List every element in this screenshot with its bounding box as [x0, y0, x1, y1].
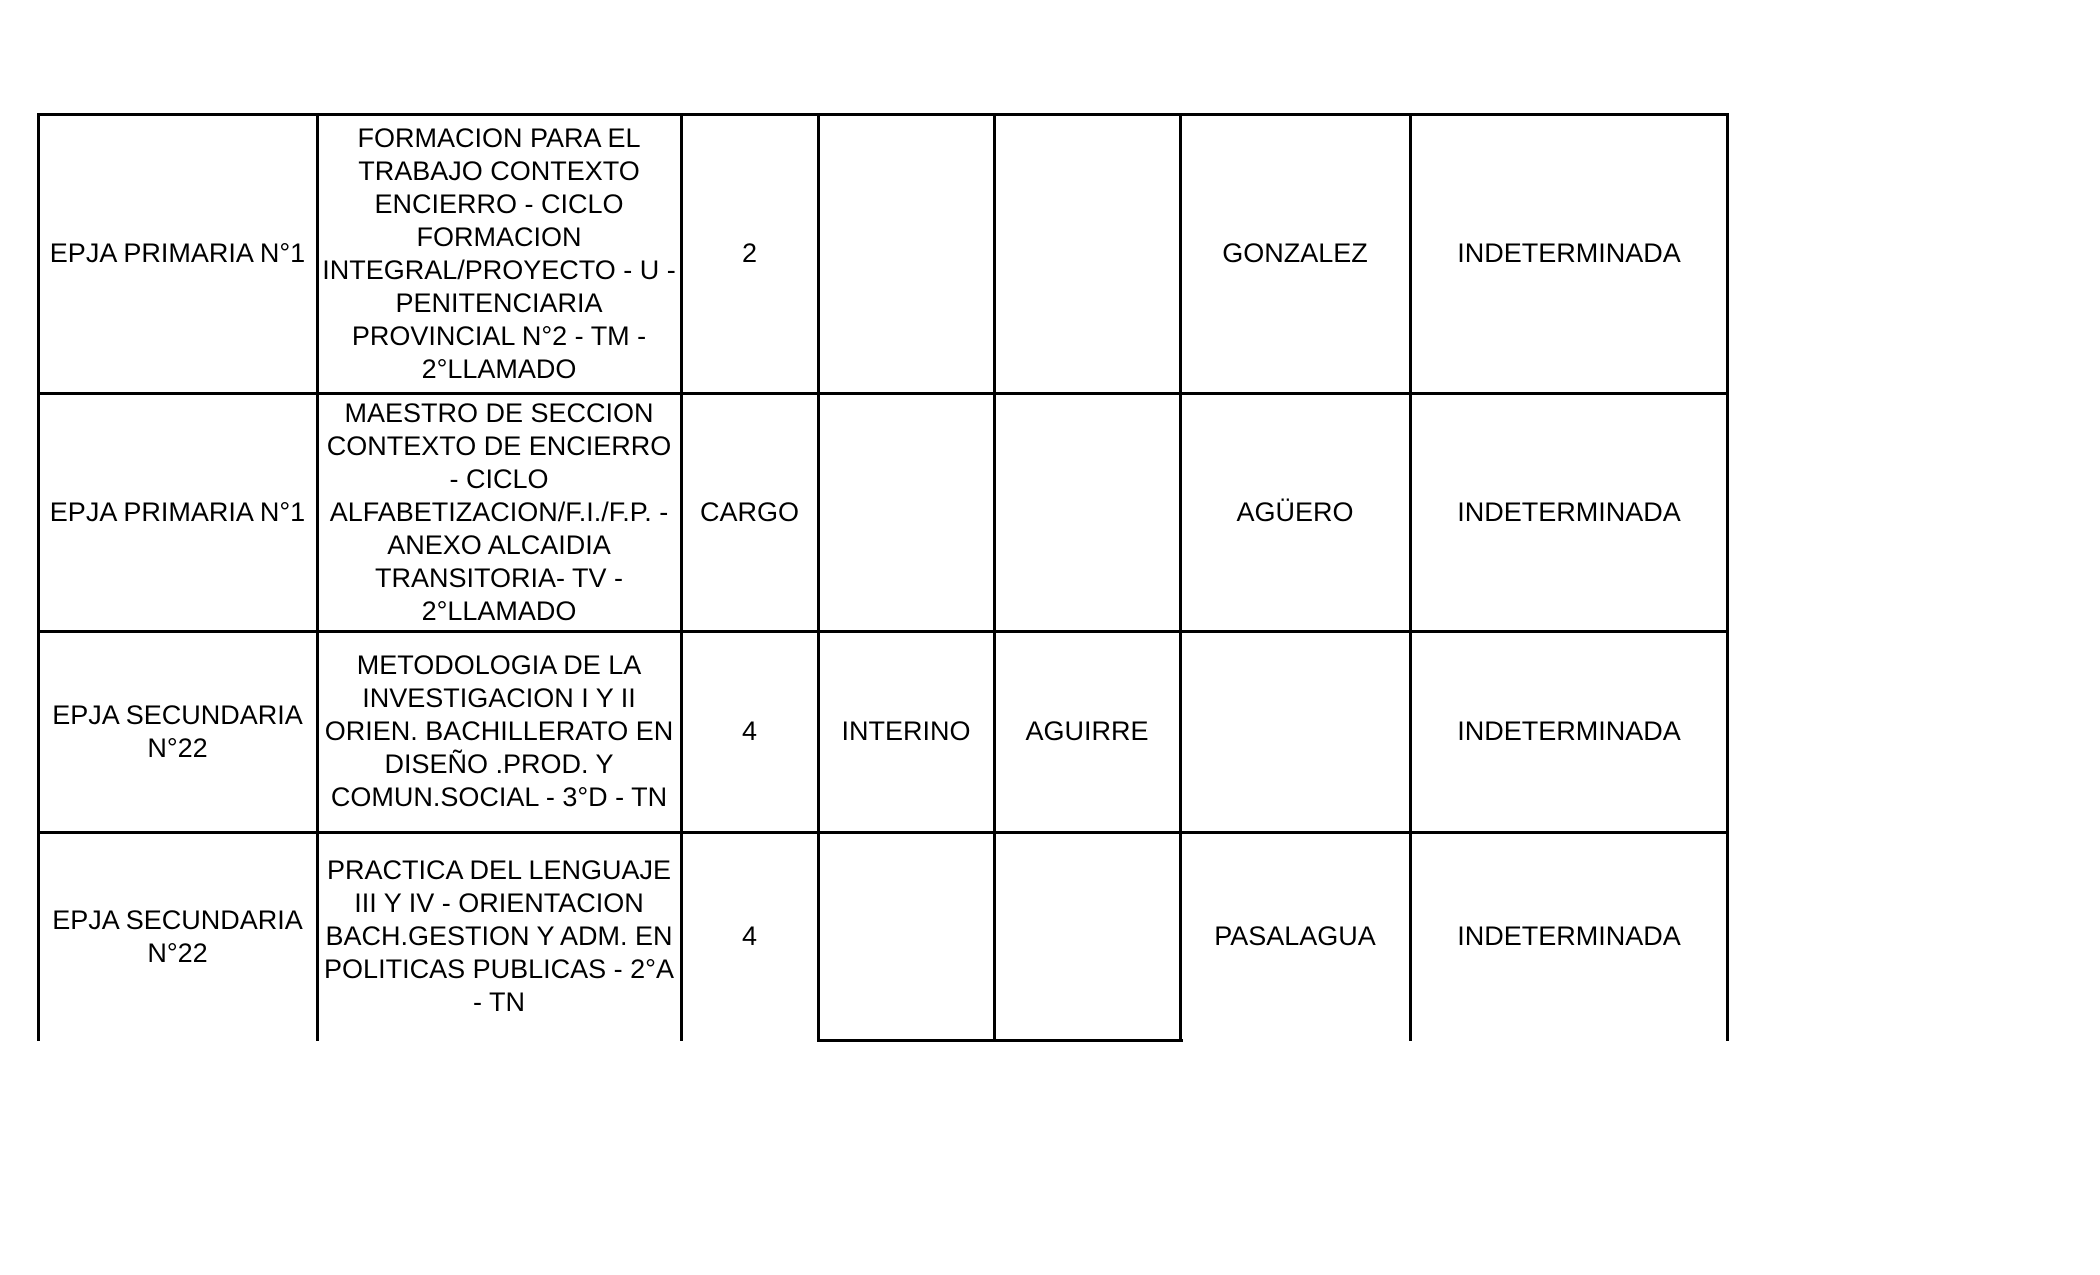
grid-line-vertical [817, 114, 820, 1041]
cell-status: INTERINO [841, 716, 971, 746]
cell-replaces: PASALAGUA [1214, 921, 1376, 951]
cell-replaces: AGÜERO [1236, 496, 1354, 527]
cell-duration: INDETERMINADA [1457, 496, 1681, 527]
grid-line-vertical [1409, 114, 1412, 1041]
cell-school: EPJA SECUNDARIA N°22 [52, 904, 303, 968]
grid-line-horizontal [37, 392, 1729, 395]
cell-surname: AGUIRRE [1025, 716, 1149, 746]
grid-line-vertical [1179, 114, 1182, 1041]
grid-line-vertical [316, 114, 319, 1041]
cell-subject: MAESTRO DE SECCION CONTEXTO DE ENCIERRO - CICLO ALFABETIZACION/F.I./F.P. - ANEXO ALCAIDIA TRANSITORIA- TV - 2°LLAMADO [326, 397, 672, 626]
cell-duration: INDETERMINADA [1457, 716, 1681, 746]
cell-duration: INDETERMINADA [1457, 238, 1681, 268]
cell-hours: CARGO [699, 496, 799, 527]
cell-duration: INDETERMINADA [1457, 921, 1681, 951]
cell-hours: 4 [741, 716, 758, 746]
cell-status [818, 393, 994, 631]
cell-replaces [1180, 631, 1410, 832]
cell-surname [994, 114, 1180, 393]
grid-line-vertical [993, 114, 996, 1041]
spreadsheet-table [38, 114, 1728, 1041]
grid-line-horizontal [37, 630, 1729, 633]
cell-hours: 4 [741, 921, 758, 951]
cell-replaces: GONZALEZ [1222, 238, 1368, 268]
cell-status [818, 832, 994, 1041]
grid-line-vertical [37, 114, 40, 1041]
grid-line-horizontal [817, 1039, 1183, 1042]
cell-surname [994, 393, 1180, 631]
cell-subject: METODOLOGIA DE LA INVESTIGACION I Y II ORIEN. BACHILLERATO EN DISEÑO .PROD. Y COMUN.SOCIAL - 3°D - TN [324, 650, 674, 812]
cell-school: EPJA PRIMARIA N°1 [49, 238, 306, 268]
cell-surname [994, 832, 1180, 1041]
cell-school: EPJA PRIMARIA N°1 [49, 496, 306, 527]
grid-line-vertical [1726, 114, 1729, 1041]
grid-line-horizontal [37, 831, 1729, 834]
cell-subject: FORMACION PARA EL TRABAJO CONTEXTO ENCIERRO - CICLO FORMACION INTEGRAL/PROYECTO - U - PENITENCIARIA PROVINCIAL N°2 - TM - 2°LLAMADO [322, 122, 676, 384]
cell-hours: 2 [741, 238, 758, 268]
grid-line-vertical [680, 114, 683, 1041]
cell-school: EPJA SECUNDARIA N°22 [52, 699, 303, 763]
grid-line-horizontal [37, 113, 1729, 116]
cell-status [818, 114, 994, 393]
cell-subject: PRACTICA DEL LENGUAJE III Y IV - ORIENTACION BACH.GESTION Y ADM. EN POLITICAS PUBLICAS - 2°A - TN [324, 855, 674, 1017]
